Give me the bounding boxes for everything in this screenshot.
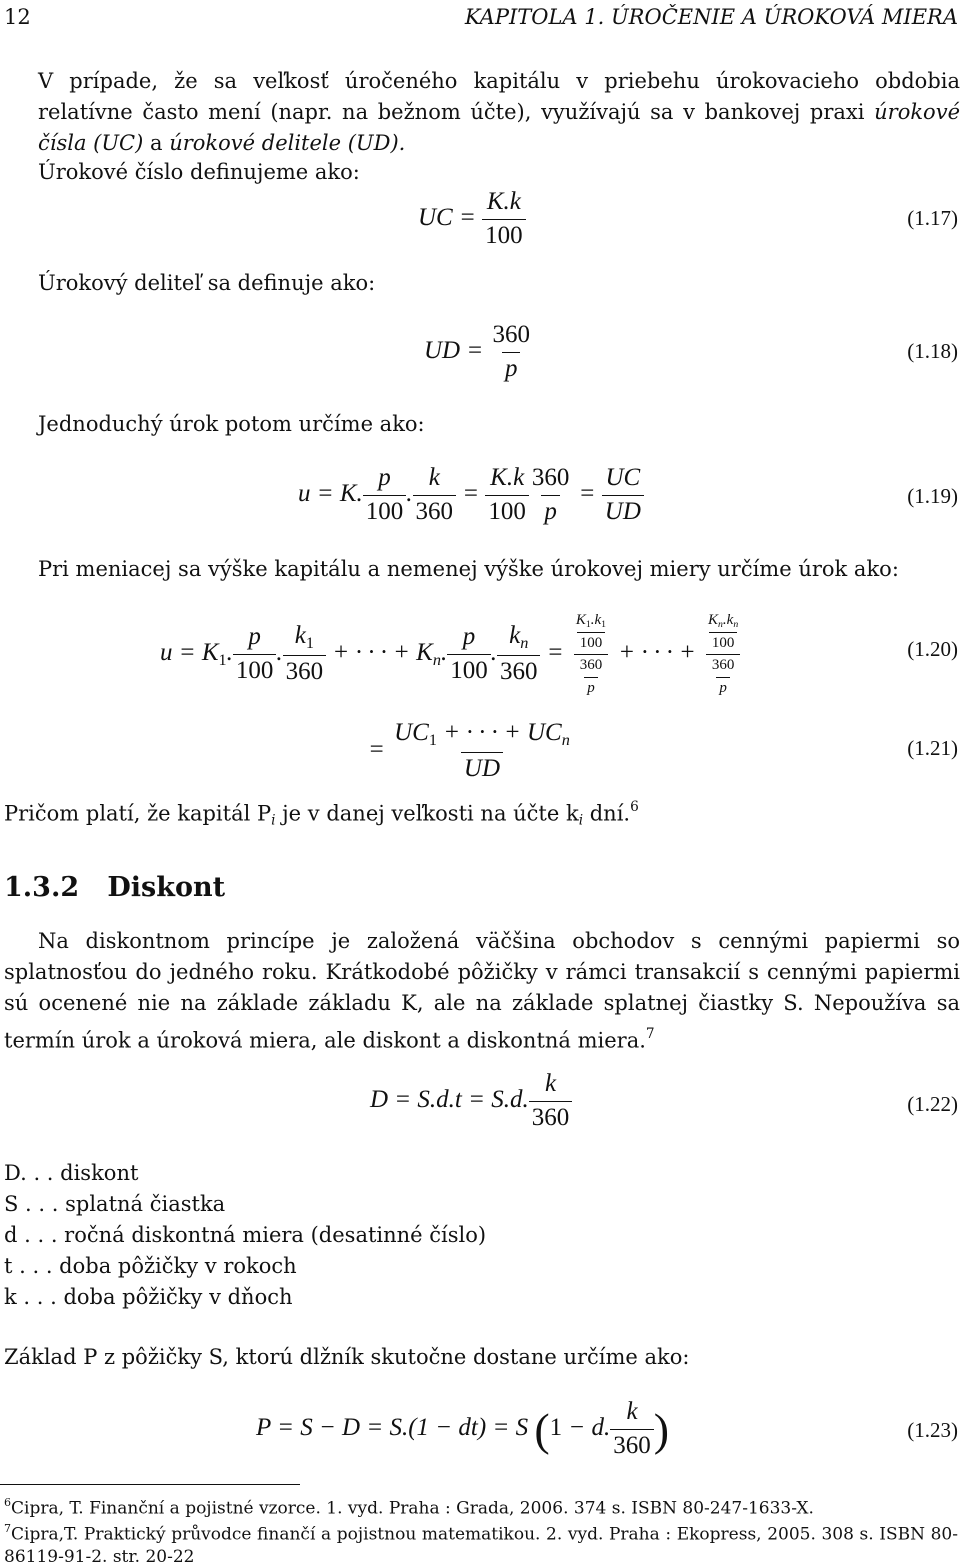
capital-note: Pričom platí, že kapitál $P_i$ je v danej veľkosti na účte $k_i$ dní.$^6$ [4, 799, 639, 829]
term-uc: úrokové čísla (UC) [38, 100, 960, 155]
equation-number: (1.17) [907, 206, 958, 230]
section-heading: 1.3.2 Diskont [4, 872, 226, 903]
equation-1-19: u = K. $\frac{p}{100}$ . $\frac{k}{360}$ = $\frac{K.k}{100}$ $\frac{360}{p}$ = $\frac{UC}{UD}$ [298, 464, 644, 527]
equation-1-21: = $\frac{UC_1 + \cdot \cdot \cdot + UC_n}{UD}$ [368, 719, 570, 782]
varying-capital-text: Pri meniacej sa výške kapitálu a nemenej výške úrokovej miery určíme úrok ako: [38, 557, 899, 581]
legend-item: D. . . diskont [4, 1161, 139, 1185]
equation-1-22: D = S.d.t = S.d. $\frac{k}{360}$ [370, 1070, 572, 1133]
equation-number: (1.23) [907, 1418, 958, 1442]
define-u-label: Jednoduchý úrok potom určíme ako: [38, 412, 425, 436]
equation-number: (1.19) [907, 484, 958, 508]
equation-1-18: UD = $\frac{360}{p}$ [424, 321, 530, 382]
legend-item: d . . . ročná diskontná miera (desatinné číslo) [4, 1223, 487, 1247]
equation-1-20: $u = K_1$. $\frac{p}{100}$ . $\frac{k_1}{360}$ + · · · + $K_n$. $\frac{p}{100}$ . $\frac{k_n}{360}$ = $\frac{\frac{K_1.k_1}{100}}{\frac{360}{p}}$ + · · · + $\frac{\frac{K_n.k_n}{100}}{\frac{360}{p}}$ [160, 612, 744, 697]
footnote-6: $^6$Cipra, T. Finanční a pojistné vzorce. 1. vyd. Praha : Grada, 2006. 374 s. ISBN 80-247-1633-X. [4, 1496, 814, 1519]
legend-item: t . . . doba pôžičky v rokoch [4, 1254, 297, 1278]
base-text: Základ P z pôžičky S, ktorú dlžník skutočne dostane určíme ako: [4, 1345, 690, 1369]
equation-number: (1.20) [907, 637, 958, 661]
equation-number: (1.21) [907, 736, 958, 760]
define-ud-label: Úrokový deliteľ sa definuje ako: [38, 271, 376, 295]
footnote-7: $^7$Cipra,T. Praktický průvodce finančí a pojistnou matematikou. 2. vyd. Praha : Ekopress, 2005. 308 s. ISBN 80-86119-91-2. str. 20-22 [4, 1522, 958, 1567]
equation-number: (1.18) [907, 339, 958, 363]
running-title: KAPITOLA 1. ÚROČENIE A ÚROKOVÁ MIERA [464, 5, 958, 29]
equation-1-23: P = S − D = S.(1 − dt) = S (1 − d. $\frac{k}{360}$ ) [256, 1398, 670, 1459]
legend-item: k . . . doba pôžičky v dňoch [4, 1285, 293, 1309]
term-ud: úrokové delitele (UD). [169, 131, 406, 155]
discount-paragraph: Na diskontnom princípe je založená väčšina obchodov s cennými papiermi so splatnosťou do jedného roku. Krátkodobé pôžičky v rámci transakcií s cennými papiermi sú ocenené nie na základe základu K, ale na základe splatnej čiastky S. Nepoužíva sa termín úrok a úroková miera, ale diskont a diskontná miera.$^7$ [4, 929, 960, 1053]
legend-item: S . . . splatná čiastka [4, 1192, 226, 1216]
page-number: 12 [4, 5, 31, 29]
footnote-rule [0, 1484, 300, 1485]
equation-1-17: UC = $\frac{K.k}{100}$ [418, 188, 526, 251]
equation-number: (1.22) [907, 1092, 958, 1116]
define-uc-label: Úrokové číslo definujeme ako: [38, 160, 360, 184]
intro-paragraph: V prípade, že sa veľkosť úročeného kapitálu v priebehu úrokovacieho obdobia relatívne často mení (napr. na bežnom účte), využívajú sa v bankovej praxi úrokové čísla (UC) a úrokové delitele (UD). [38, 69, 960, 155]
